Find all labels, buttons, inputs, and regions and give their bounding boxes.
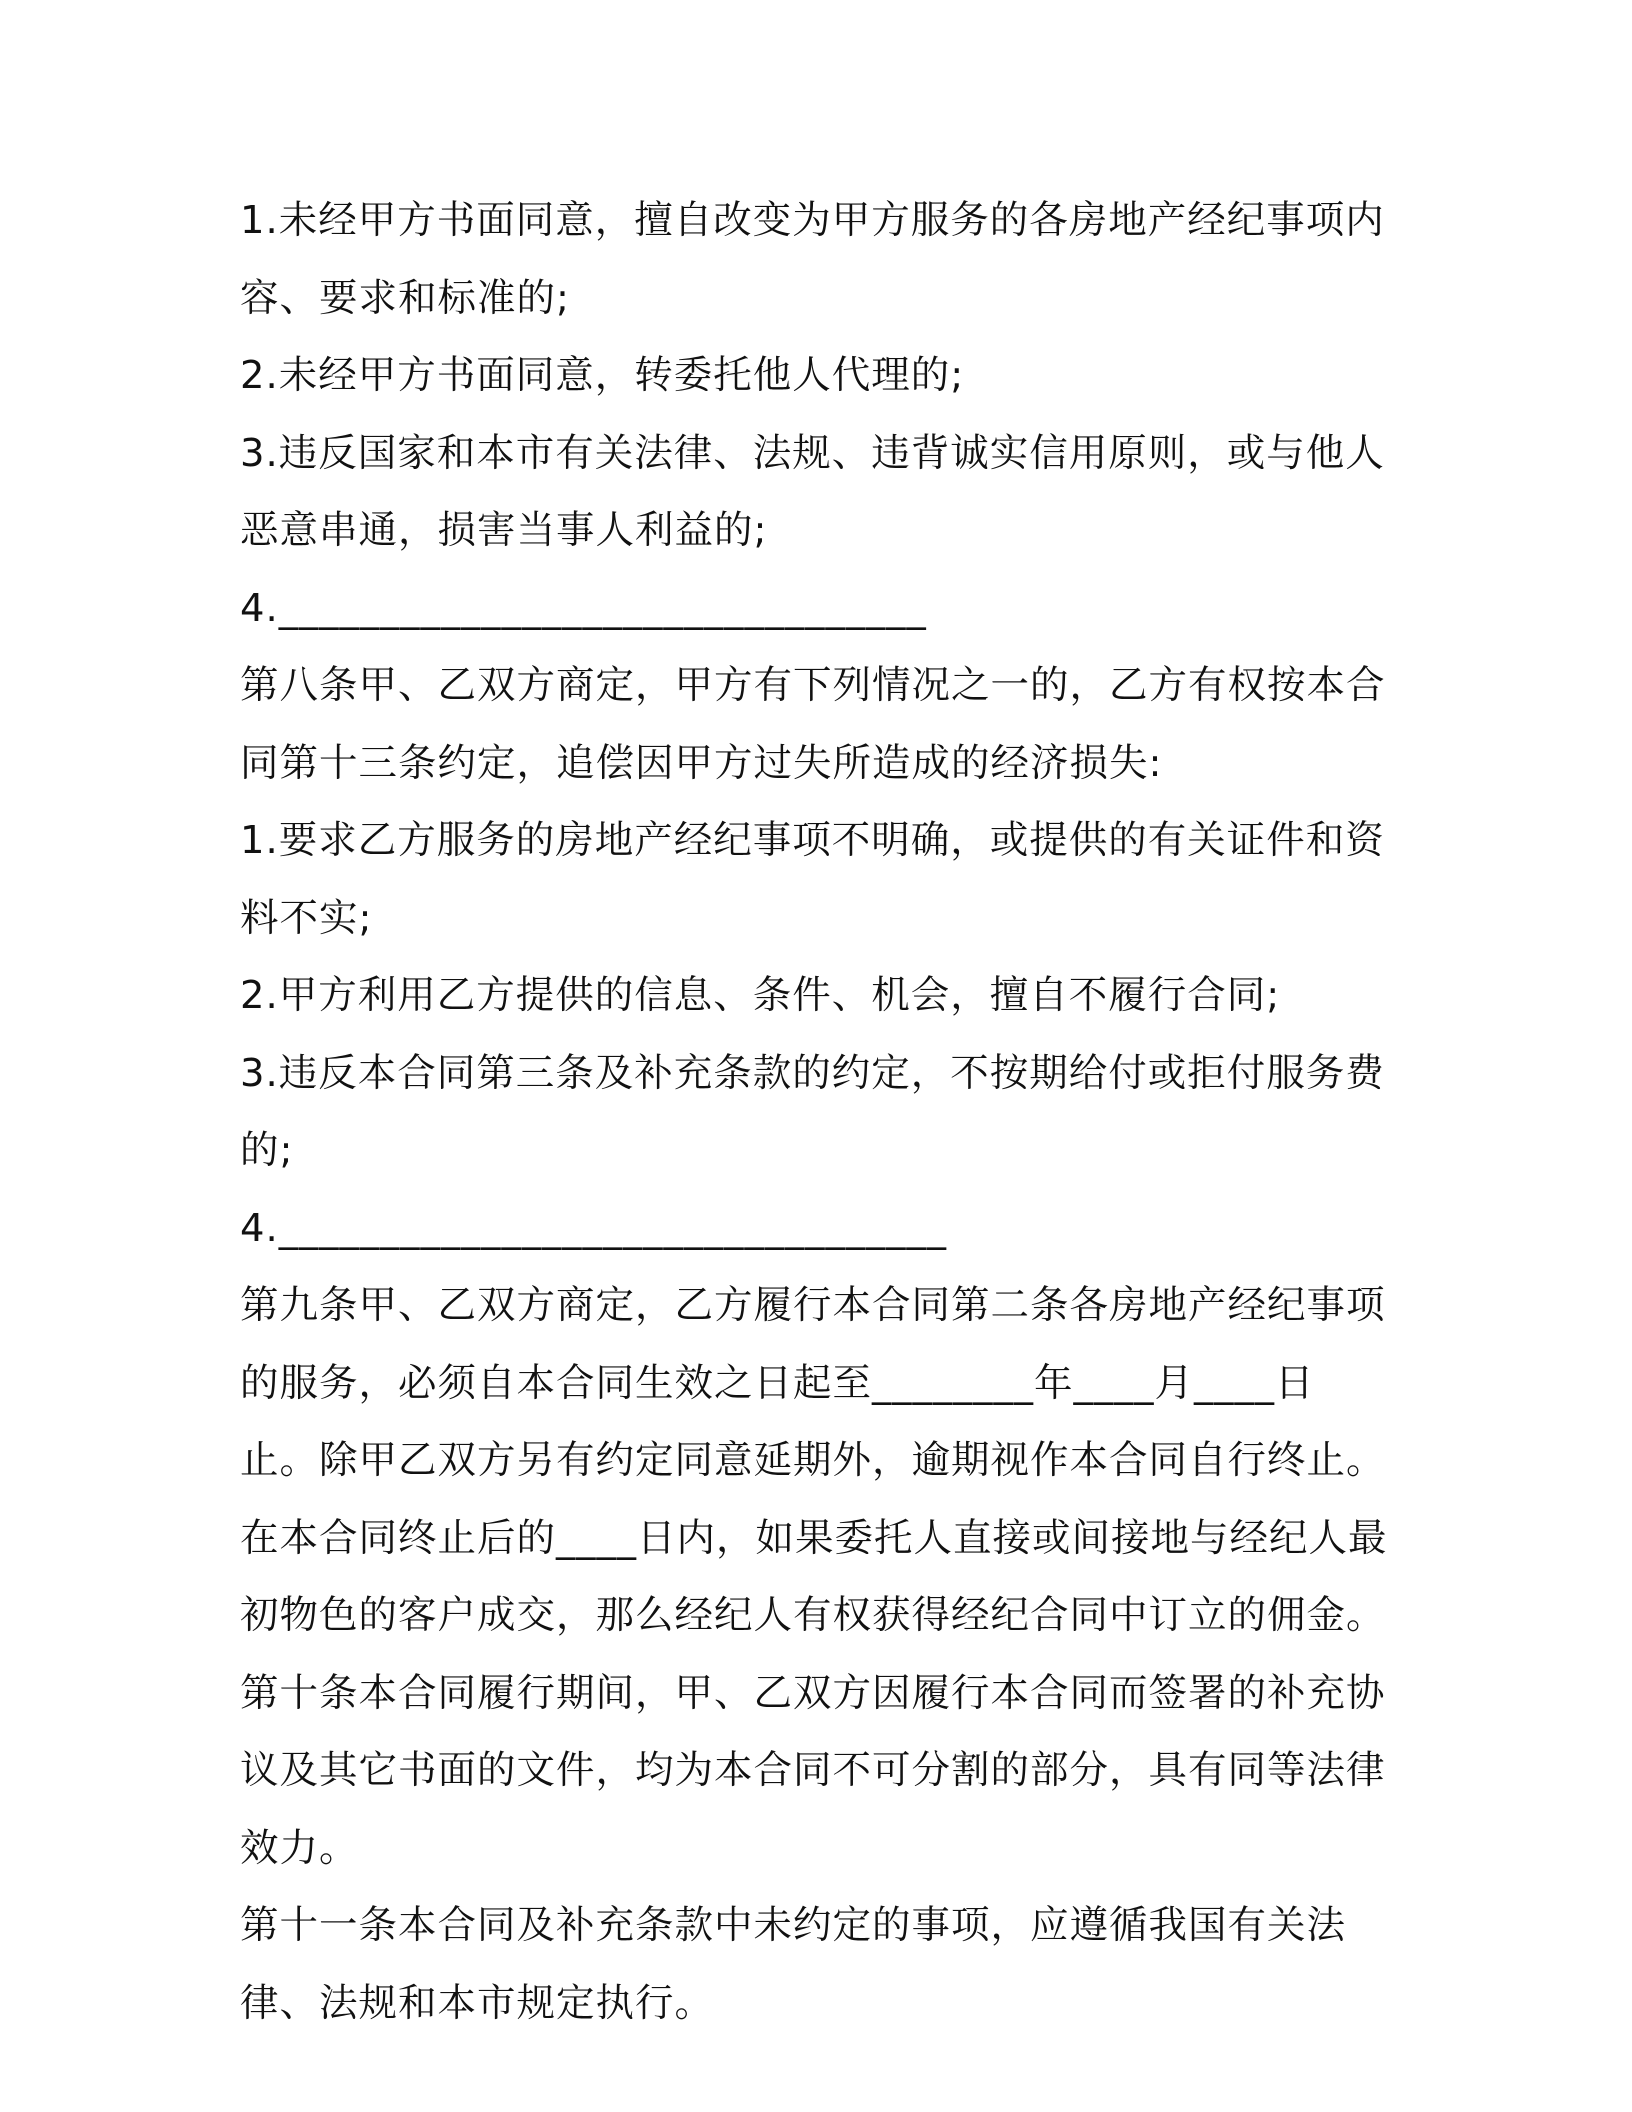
clause-item-3: 3.违反国家和本市有关法律、法规、违背诚实信用原则，或与他人恶意串通，损害当事人利益的;: [240, 430, 1385, 553]
article-8-item-3: 3.违反本合同第三条及补充条款的约定，不按期给付或拒付服务费的;: [240, 1050, 1385, 1173]
article-8-item-1: 1.要求乙方服务的房地产经纪事项不明确，或提供的有关证件和资料不实;: [240, 818, 1385, 941]
document-body: [240, 182, 1390, 2042]
clause-item-4-blank: 4.________________________________: [240, 585, 927, 631]
clause-item-2: 2.未经甲方书面同意，转委托他人代理的;: [240, 353, 965, 398]
article-11: 第十一条本合同及补充条款中未约定的事项，应遵循我国有关法律、法规和本市规定执行。: [240, 1903, 1347, 2026]
article-10: 第十条本合同履行期间，甲、乙双方因履行本合同而签署的补充协议及其它书面的文件，均为本合同不可分割的部分，具有同等法律效力。: [240, 1670, 1386, 1871]
article-9: 第九条甲、乙双方商定，乙方履行本合同第二条各房地产经纪事项的服务，必须自本合同生效之日起至________年____月____日止。除甲乙双方另有约定同意延期外，逾期视作本合同自行终止。在本合同终止后的____日内，如果委托人直接或间接地与经纪人最初物色的客户成交，那么经纪人有权获得经纪合同中订立的佣金。: [240, 1283, 1388, 1638]
article-8-item-2: 2.甲方利用乙方提供的信息、条件、机会，擅自不履行合同;: [240, 973, 1281, 1018]
article-8: 第八条甲、乙双方商定，甲方有下列情况之一的，乙方有权按本合同第十三条约定，追偿因甲方过失所造成的经济损失:: [240, 663, 1386, 786]
clause-item-1: 1.未经甲方书面同意，擅自改变为甲方服务的各房地产经纪事项内容、要求和标准的;: [240, 198, 1385, 321]
article-8-item-4-blank: 4._________________________________: [240, 1205, 947, 1251]
